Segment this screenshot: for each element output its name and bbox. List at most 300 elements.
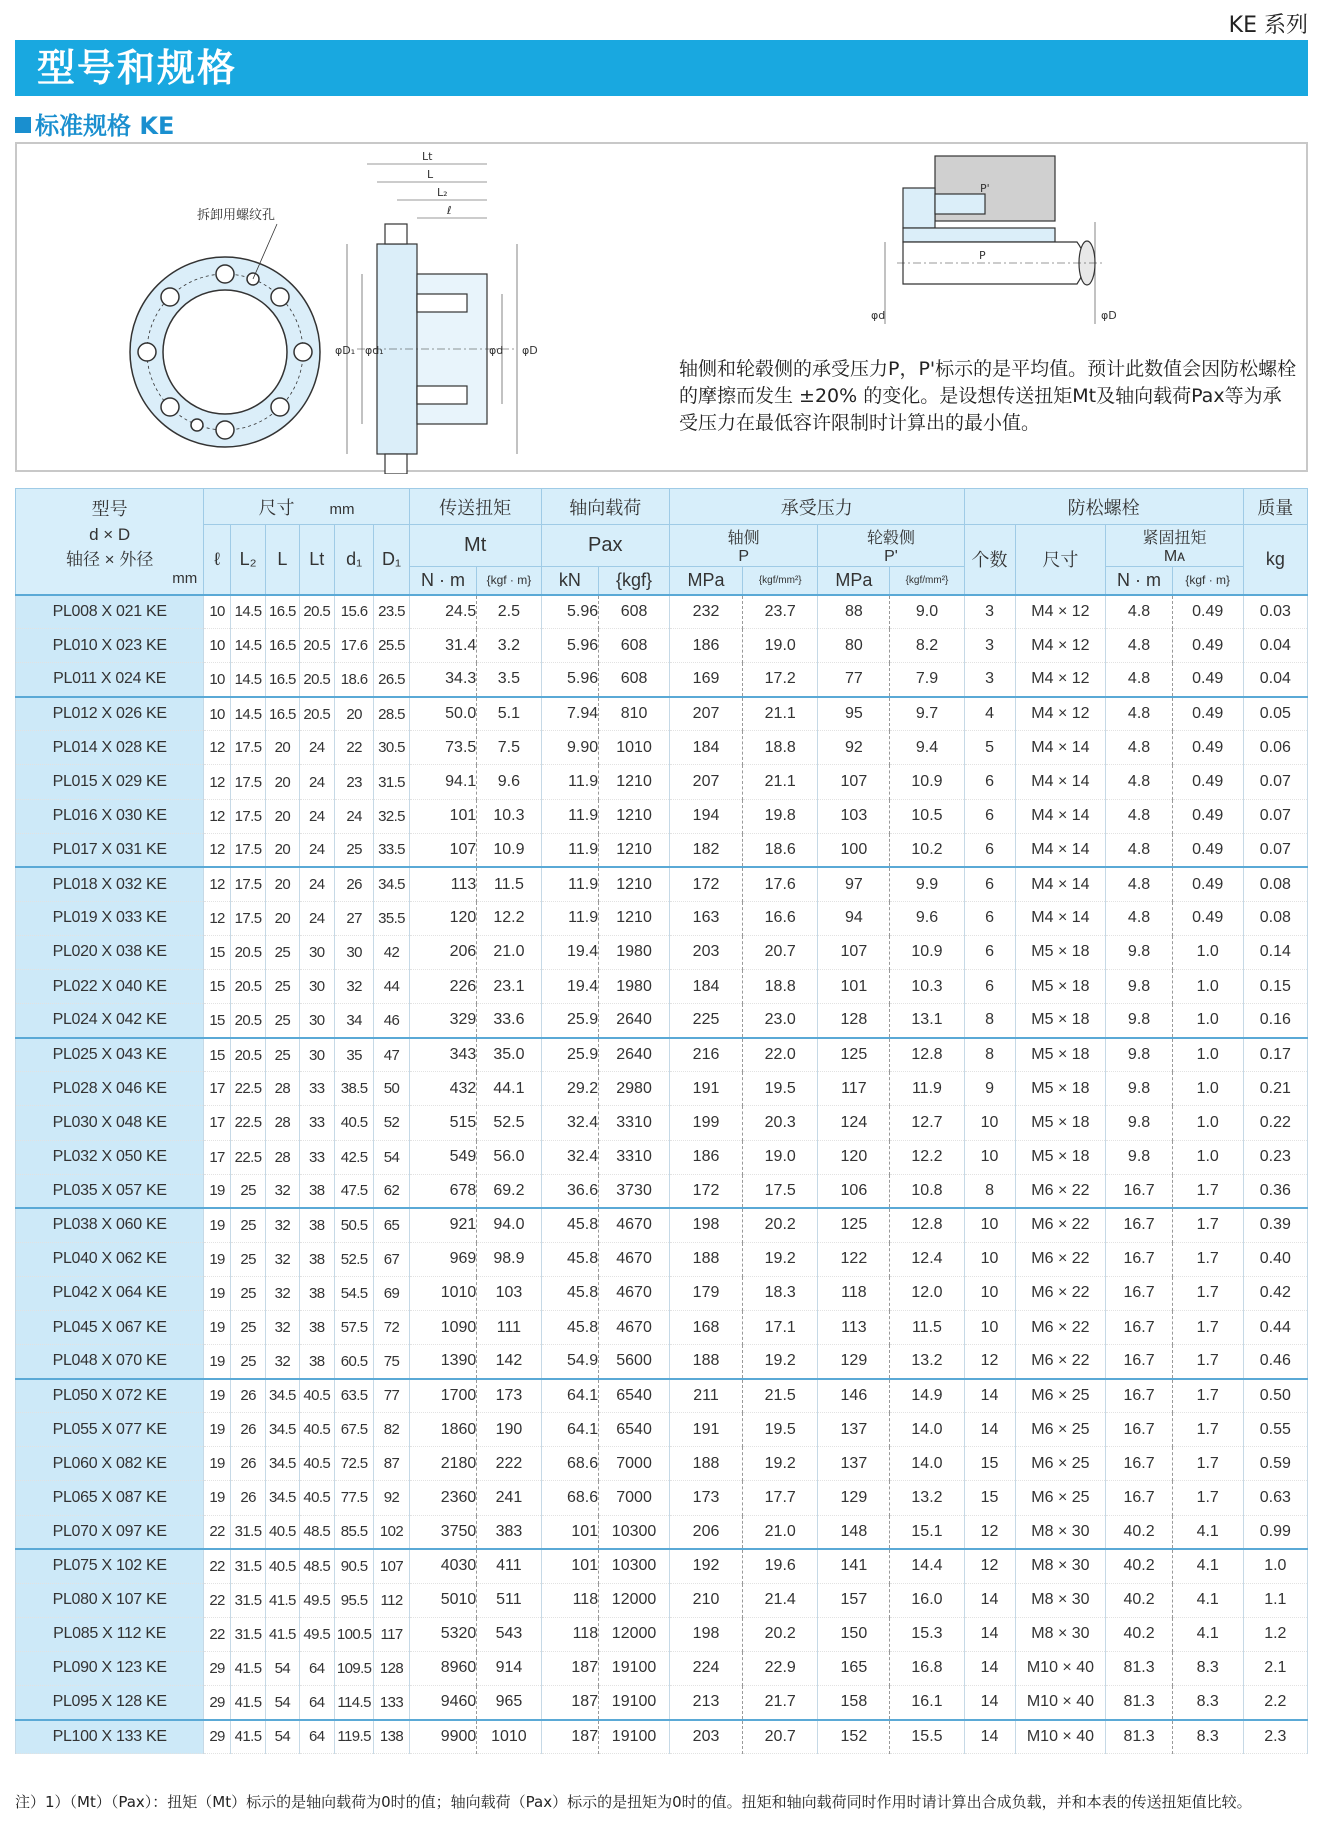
table-cell: 3.2	[477, 629, 541, 663]
table-cell: 17.5	[230, 833, 265, 867]
table-cell: 40.2	[1106, 1549, 1172, 1583]
table-row	[16, 1174, 1308, 1208]
table-cell: 142	[477, 1345, 541, 1379]
table-cell: 4.8	[1106, 901, 1172, 935]
table-cell: 129	[818, 1481, 890, 1515]
table-cell: M5 × 18	[1015, 1106, 1106, 1140]
table-cell: 9.9	[890, 867, 964, 901]
table-cell: 124	[818, 1106, 890, 1140]
p-prime-label: P'	[884, 548, 898, 565]
table-cell: 46	[374, 1004, 409, 1038]
model-cell: PL095 X 128 KE	[16, 1686, 204, 1720]
table-cell: 20.5	[230, 970, 265, 1004]
side-view-drawing	[347, 164, 517, 474]
table-cell: 0.04	[1243, 663, 1307, 697]
table-row	[16, 1447, 1308, 1481]
table-cell: 15.5	[890, 1720, 964, 1754]
table-cell: 0.08	[1243, 867, 1307, 901]
table-cell: 11.9	[541, 765, 599, 799]
table-cell: 38.5	[334, 1072, 373, 1106]
dims-unit-label: mm	[329, 500, 355, 518]
table-cell: 1.0	[1172, 1140, 1243, 1174]
table-cell: 8	[964, 1174, 1015, 1208]
table-cell: 29	[204, 1651, 231, 1685]
table-row	[16, 1276, 1308, 1310]
table-cell: 21.7	[743, 1686, 818, 1720]
table-cell: 30	[334, 935, 373, 969]
dim-label-l: L	[427, 168, 434, 181]
table-cell: 25.9	[541, 1004, 599, 1038]
table-row	[16, 1651, 1308, 1685]
spec-table-body	[16, 595, 1308, 1754]
model-cell: PL045 X 067 KE	[16, 1310, 204, 1344]
table-cell: 20.5	[299, 663, 334, 697]
table-cell: 211	[669, 1379, 742, 1413]
table-cell: 15	[204, 935, 231, 969]
model-cell: PL014 X 028 KE	[16, 731, 204, 765]
table-cell: M4 × 14	[1015, 901, 1106, 935]
table-cell: 26	[230, 1447, 265, 1481]
table-cell: 19	[204, 1379, 231, 1413]
table-cell: 16.0	[890, 1583, 964, 1617]
table-cell: 16.7	[1106, 1379, 1172, 1413]
table-cell: 47	[374, 1038, 409, 1072]
table-cell: 15.3	[890, 1617, 964, 1651]
table-cell: 24	[334, 799, 373, 833]
table-cell: 50	[374, 1072, 409, 1106]
table-cell: M6 × 22	[1015, 1276, 1106, 1310]
p2-unit-kgfmm: {kgf/mm²}	[890, 567, 964, 595]
table-cell: 41.5	[230, 1651, 265, 1685]
model-cell: PL025 X 043 KE	[16, 1038, 204, 1072]
table-cell: 329	[409, 1004, 477, 1038]
table-row	[16, 1720, 1308, 1754]
table-cell: 16.7	[1106, 1242, 1172, 1276]
table-cell: 9.8	[1106, 1140, 1172, 1174]
table-cell: M5 × 18	[1015, 1038, 1106, 1072]
table-cell: 1.0	[1243, 1549, 1307, 1583]
section-subhead	[15, 106, 174, 141]
table-cell: M8 × 30	[1015, 1583, 1106, 1617]
table-cell: 12.0	[890, 1276, 964, 1310]
table-row	[16, 1106, 1308, 1140]
table-cell: 5320	[409, 1617, 477, 1651]
table-cell: 5.96	[541, 663, 599, 697]
table-cell: 10.8	[890, 1174, 964, 1208]
table-cell: 119.5	[334, 1720, 373, 1754]
model-cell: PL028 X 046 KE	[16, 1072, 204, 1106]
table-cell: 1.7	[1172, 1413, 1243, 1447]
table-cell: 11.9	[541, 833, 599, 867]
table-cell: 34.5	[266, 1413, 299, 1447]
table-cell: 22	[204, 1515, 231, 1549]
table-cell: 225	[669, 1004, 742, 1038]
table-cell: 33	[299, 1072, 334, 1106]
table-cell: 1.0	[1172, 970, 1243, 1004]
table-row	[16, 1686, 1308, 1720]
table-cell: 17.5	[230, 867, 265, 901]
table-cell: 23.5	[374, 595, 409, 629]
table-cell: 35.0	[477, 1038, 541, 1072]
table-cell: 34	[334, 1004, 373, 1038]
table-cell: 22	[334, 731, 373, 765]
series-label: KE 系列	[1228, 13, 1308, 38]
table-cell: 138	[374, 1720, 409, 1754]
table-cell: 188	[669, 1447, 742, 1481]
table-cell: 0.23	[1243, 1140, 1307, 1174]
table-cell: 19100	[599, 1651, 670, 1685]
table-cell: 24	[299, 833, 334, 867]
table-cell: 24	[299, 867, 334, 901]
table-cell: 207	[669, 765, 742, 799]
table-cell: 19.4	[541, 970, 599, 1004]
table-cell: 810	[599, 697, 670, 731]
table-cell: 32	[266, 1345, 299, 1379]
table-cell: 1700	[409, 1379, 477, 1413]
table-cell: 34.5	[266, 1379, 299, 1413]
table-cell: 173	[669, 1481, 742, 1515]
table-cell: 0.06	[1243, 731, 1307, 765]
table-cell: 343	[409, 1038, 477, 1072]
table-cell: 12	[204, 731, 231, 765]
table-cell: 97	[818, 867, 890, 901]
table-cell: 113	[818, 1310, 890, 1344]
table-cell: 25	[230, 1310, 265, 1344]
table-cell: 0.22	[1243, 1106, 1307, 1140]
table-cell: 12000	[599, 1583, 670, 1617]
table-cell: 20	[266, 765, 299, 799]
table-cell: 107	[374, 1549, 409, 1583]
table-cell: 12	[204, 901, 231, 935]
table-cell: 87	[374, 1447, 409, 1481]
table-cell: 20	[266, 731, 299, 765]
table-cell: 54	[266, 1686, 299, 1720]
table-cell: 118	[818, 1276, 890, 1310]
pressure-label-d: φd	[871, 309, 886, 322]
front-view-drawing	[130, 224, 320, 447]
table-cell: 6	[964, 970, 1015, 1004]
table-cell: 103	[477, 1276, 541, 1310]
table-cell: 33	[299, 1106, 334, 1140]
table-cell: 179	[669, 1276, 742, 1310]
table-cell: 94.1	[409, 765, 477, 799]
table-cell: 383	[477, 1515, 541, 1549]
table-cell: 45.8	[541, 1276, 599, 1310]
table-cell: 194	[669, 799, 742, 833]
table-cell: 18.8	[743, 970, 818, 1004]
table-cell: 25	[266, 1004, 299, 1038]
table-cell: 20	[266, 867, 299, 901]
table-cell: 203	[669, 935, 742, 969]
model-cell: PL010 X 023 KE	[16, 629, 204, 663]
table-cell: 32	[334, 970, 373, 1004]
table-cell: 7.9	[890, 663, 964, 697]
table-cell: 17	[204, 1072, 231, 1106]
table-cell: 40.5	[266, 1549, 299, 1583]
table-cell: 157	[818, 1583, 890, 1617]
table-row	[16, 1038, 1308, 1072]
table-cell: 24	[299, 731, 334, 765]
table-cell: 28	[266, 1072, 299, 1106]
mass-unit-header: kg	[1243, 525, 1307, 595]
table-cell: 0.59	[1243, 1447, 1307, 1481]
table-cell: 25.5	[374, 629, 409, 663]
table-cell: M8 × 30	[1015, 1515, 1106, 1549]
table-cell: 101	[541, 1549, 599, 1583]
table-cell: 10.2	[890, 833, 964, 867]
table-cell: 101	[818, 970, 890, 1004]
table-cell: 191	[669, 1413, 742, 1447]
table-cell: 3	[964, 595, 1015, 629]
table-cell: 1210	[599, 833, 670, 867]
table-cell: 14	[964, 1379, 1015, 1413]
table-row	[16, 1515, 1308, 1549]
table-cell: 12	[204, 799, 231, 833]
table-cell: 40.5	[299, 1413, 334, 1447]
model-cell: PL042 X 064 KE	[16, 1276, 204, 1310]
dxD-label: d × D	[89, 525, 131, 545]
table-cell: 17.6	[334, 629, 373, 663]
table-cell: 69.2	[477, 1174, 541, 1208]
table-cell: 32.4	[541, 1106, 599, 1140]
dim-label-l2: L₂	[437, 186, 448, 199]
table-cell: 8.2	[890, 629, 964, 663]
table-cell: 1010	[409, 1276, 477, 1310]
table-cell: 72	[374, 1310, 409, 1344]
table-cell: 19	[204, 1310, 231, 1344]
table-cell: 64.1	[541, 1413, 599, 1447]
table-cell: 4.8	[1106, 697, 1172, 731]
dim-label-D: φD	[522, 344, 538, 357]
model-cell: PL085 X 112 KE	[16, 1617, 204, 1651]
table-cell: 0.99	[1243, 1515, 1307, 1549]
table-cell: 19.5	[743, 1072, 818, 1106]
table-cell: 22.0	[743, 1038, 818, 1072]
table-cell: 29.2	[541, 1072, 599, 1106]
table-cell: 8.3	[1172, 1686, 1243, 1720]
table-cell: 0.49	[1172, 595, 1243, 629]
table-cell: 190	[477, 1413, 541, 1447]
table-cell: 22.5	[230, 1140, 265, 1174]
table-cell: 7000	[599, 1481, 670, 1515]
table-cell: 4.8	[1106, 833, 1172, 867]
table-cell: 122	[818, 1242, 890, 1276]
table-cell: 0.17	[1243, 1038, 1307, 1072]
table-cell: 16.7	[1106, 1208, 1172, 1242]
table-cell: 107	[818, 765, 890, 799]
mt-unit-kgfm: {kgf · m}	[477, 567, 541, 595]
table-cell: 14.5	[230, 663, 265, 697]
table-cell: 16.6	[743, 901, 818, 935]
table-cell: 4030	[409, 1549, 477, 1583]
table-cell: 3750	[409, 1515, 477, 1549]
table-cell: 0.39	[1243, 1208, 1307, 1242]
table-cell: M5 × 18	[1015, 935, 1106, 969]
table-cell: 3310	[599, 1106, 670, 1140]
table-cell: 608	[599, 629, 670, 663]
table-cell: M4 × 12	[1015, 663, 1106, 697]
spec-table	[15, 488, 1308, 1754]
table-cell: 216	[669, 1038, 742, 1072]
table-cell: 15	[204, 1038, 231, 1072]
table-cell: 198	[669, 1617, 742, 1651]
table-cell: 1090	[409, 1310, 477, 1344]
table-cell: 19	[204, 1276, 231, 1310]
pax-unit-kgf: {kgf}	[599, 567, 670, 595]
table-cell: 1390	[409, 1345, 477, 1379]
table-cell: M5 × 18	[1015, 1004, 1106, 1038]
table-cell: 14	[964, 1686, 1015, 1720]
table-cell: 169	[669, 663, 742, 697]
table-cell: 19100	[599, 1720, 670, 1754]
table-cell: 1.7	[1172, 1345, 1243, 1379]
model-cell: PL017 X 031 KE	[16, 833, 204, 867]
table-cell: 969	[409, 1242, 477, 1276]
model-cell: PL012 X 026 KE	[16, 697, 204, 731]
table-cell: 11.5	[890, 1310, 964, 1344]
table-cell: 232	[669, 595, 742, 629]
table-cell: 9.8	[1106, 970, 1172, 1004]
table-cell: 0.04	[1243, 629, 1307, 663]
table-cell: 95	[818, 697, 890, 731]
table-cell: 41.5	[230, 1720, 265, 1754]
table-cell: 1.7	[1172, 1208, 1243, 1242]
table-cell: 24.5	[409, 595, 477, 629]
model-unit-label: mm	[172, 570, 198, 588]
model-cell: PL050 X 072 KE	[16, 1379, 204, 1413]
table-cell: 17.5	[743, 1174, 818, 1208]
table-cell: 50.5	[334, 1208, 373, 1242]
footnote: 注）1）（Mt）（Pax）：扭矩（Mt）标示的是轴向载荷为0时的值；轴向载荷（Pax）标示的是扭矩为0时的值。扭矩和轴向载荷同时作用时请计算出合成负载，并和本表的传送扭矩值比较。	[15, 1793, 1252, 1811]
figure-panel	[15, 142, 1308, 472]
square-bullet-icon	[15, 117, 31, 133]
table-cell: 48.5	[299, 1515, 334, 1549]
table-cell: 100.5	[334, 1617, 373, 1651]
model-cell: PL019 X 033 KE	[16, 901, 204, 935]
table-cell: M10 × 40	[1015, 1686, 1106, 1720]
table-cell: 187	[541, 1720, 599, 1754]
table-cell: 32	[266, 1276, 299, 1310]
mt-header: Mt	[409, 525, 541, 567]
table-cell: 163	[669, 901, 742, 935]
table-cell: 0.46	[1243, 1345, 1307, 1379]
ma-label: Mᴀ	[1163, 548, 1186, 565]
table-cell: 3.5	[477, 663, 541, 697]
table-cell: 2.3	[1243, 1720, 1307, 1754]
table-cell: 11.9	[541, 867, 599, 901]
table-cell: 44	[374, 970, 409, 1004]
table-cell: 19.6	[743, 1549, 818, 1583]
figure-note: 轴侧和轮毂侧的承受压力P，P'标示的是平均值。预计此数值会因防松螺栓的摩擦而发生 ±20% 的变化。是设想传送扭矩Mt及轴向载荷Pax等为承受压力在最低容许限制时计算出的最小值。	[679, 358, 1297, 434]
table-cell: 20.7	[743, 1720, 818, 1754]
model-cell: PL075 X 102 KE	[16, 1549, 204, 1583]
table-cell: 16.8	[890, 1651, 964, 1685]
table-row	[16, 1549, 1308, 1583]
table-cell: 14	[964, 1720, 1015, 1754]
shaft-side-header	[669, 525, 817, 567]
table-cell: 12	[964, 1345, 1015, 1379]
table-cell: 16.7	[1106, 1174, 1172, 1208]
table-cell: 203	[669, 1720, 742, 1754]
table-cell: 16.5	[266, 663, 299, 697]
table-cell: 88	[818, 595, 890, 629]
dxD-desc-label: 轴径 × 外径	[65, 550, 154, 570]
table-cell: 2980	[599, 1072, 670, 1106]
table-cell: 10	[964, 1276, 1015, 1310]
table-row	[16, 1481, 1308, 1515]
table-cell: 19	[204, 1345, 231, 1379]
table-cell: M5 × 18	[1015, 970, 1106, 1004]
table-row	[16, 1583, 1308, 1617]
table-cell: 111	[477, 1310, 541, 1344]
table-cell: 8.3	[1172, 1651, 1243, 1685]
table-cell: 33.5	[374, 833, 409, 867]
p-unit-kgfmm: {kgf/mm²}	[743, 567, 818, 595]
table-row	[16, 765, 1308, 799]
table-cell: 24	[299, 901, 334, 935]
table-cell: 85.5	[334, 1515, 373, 1549]
table-cell: M10 × 40	[1015, 1720, 1106, 1754]
table-cell: 17.6	[743, 867, 818, 901]
table-cell: 26	[230, 1379, 265, 1413]
table-cell: 608	[599, 663, 670, 697]
table-cell: 94.0	[477, 1208, 541, 1242]
table-cell: 38	[299, 1208, 334, 1242]
model-cell: PL060 X 082 KE	[16, 1447, 204, 1481]
model-cell: PL040 X 062 KE	[16, 1242, 204, 1276]
table-cell: 543	[477, 1617, 541, 1651]
table-cell: 21.5	[743, 1379, 818, 1413]
table-cell: 12.2	[477, 901, 541, 935]
table-cell: 2180	[409, 1447, 477, 1481]
table-cell: 40.5	[334, 1106, 373, 1140]
table-cell: 5.1	[477, 697, 541, 731]
p2-unit-mpa: MPa	[818, 567, 890, 595]
table-cell: 4670	[599, 1276, 670, 1310]
table-cell: 81.3	[1106, 1720, 1172, 1754]
table-cell: 19	[204, 1174, 231, 1208]
table-cell: 10	[964, 1208, 1015, 1242]
dim-col-l: L	[266, 525, 299, 595]
table-row	[16, 867, 1308, 901]
table-cell: 22.5	[230, 1106, 265, 1140]
model-cell: PL018 X 032 KE	[16, 867, 204, 901]
model-cell: PL080 X 107 KE	[16, 1583, 204, 1617]
hub-side-header	[818, 525, 964, 567]
table-cell: 19	[204, 1413, 231, 1447]
pressure-label-p: P	[979, 249, 986, 262]
table-cell: 12	[964, 1549, 1015, 1583]
table-cell: 32	[266, 1208, 299, 1242]
table-cell: 19100	[599, 1686, 670, 1720]
dim-label-D1: φD₁	[335, 344, 356, 357]
table-cell: 32	[266, 1242, 299, 1276]
table-cell: 9.4	[890, 731, 964, 765]
dim-label-d: φd	[489, 344, 504, 357]
table-row	[16, 1413, 1308, 1447]
table-cell: 148	[818, 1515, 890, 1549]
table-cell: 56.0	[477, 1140, 541, 1174]
table-cell: 172	[669, 867, 742, 901]
table-cell: 48.5	[299, 1549, 334, 1583]
table-cell: 17.2	[743, 663, 818, 697]
table-cell: 241	[477, 1481, 541, 1515]
table-cell: 1.0	[1172, 1106, 1243, 1140]
table-cell: 1010	[477, 1720, 541, 1754]
page-title: 型号和规格	[37, 46, 238, 90]
table-row	[16, 663, 1308, 697]
model-header	[16, 489, 204, 595]
